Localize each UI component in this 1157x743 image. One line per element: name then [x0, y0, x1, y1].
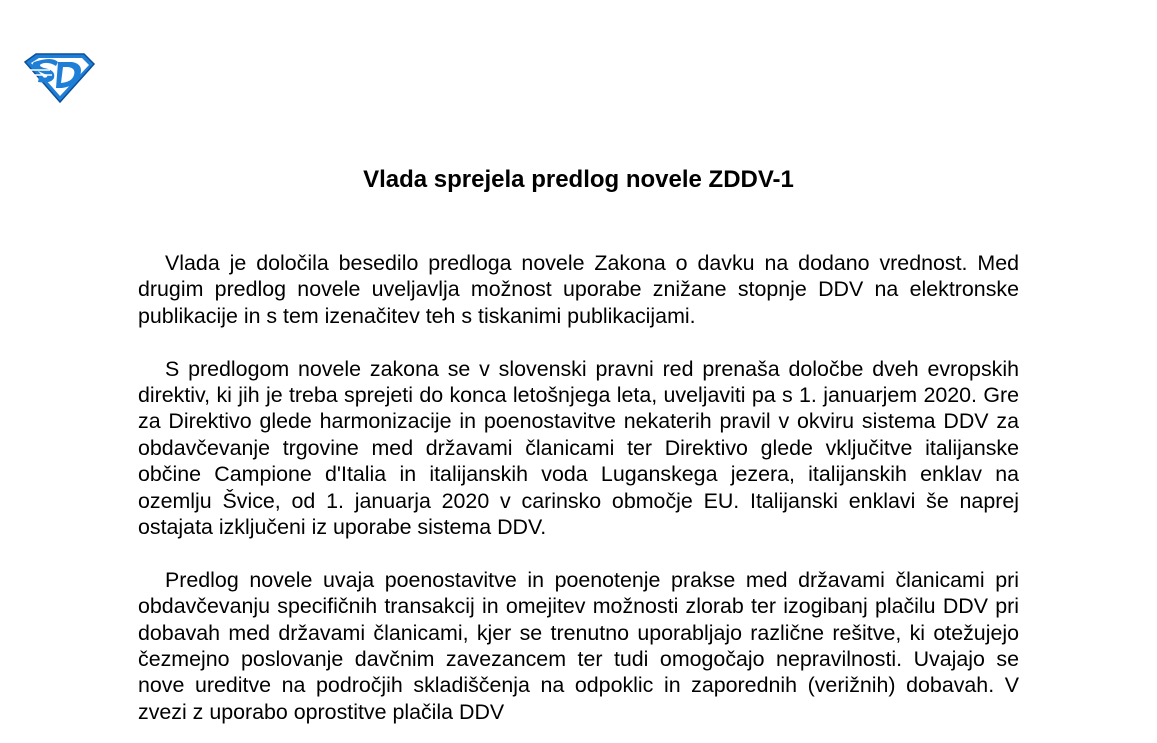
document-body — [138, 250, 1019, 743]
paragraph-3: Predlog novele uvaja poenostavitve in poenotenje prakse med državami članicami pri obdavčevanju specifičnih transakcij in omejitev možnosti zlorab ter izogibanj plačilu DDV pri dobavah med državami članicami, kjer se trenutno uporabljajo različne rešitve, ki otežujejo čezmejno poslovanje davčnim zavezancem ter tudi omogočajo nepravilnosti. Uvajajo se nove ureditve na področjih skladiščenja na odpoklic in zaporednih (verižnih) dobavah. V zvezi z uporabo oprostitve plačila DDV — [138, 567, 1019, 724]
sd-shield-logo-icon — [22, 48, 96, 104]
document-title: Vlada sprejela predlog novele ZDDV-1 — [363, 166, 794, 193]
paragraph-2: S predlogom novele zakona se v slovenski pravni red prenaša določbe dveh evropskih direktiv, ki jih je treba sprejeti do konca letošnjega leta, uveljaviti pa s 1. januarjem 2020. Gre za Direktivo glede harmonizacije in poenostavitve nekaterih pravil v okviru sistema DDV za obdavčevanje trgovine med državami članicami ter Direktivo glede vključitve italijanske občine Campione d'Italia in italijanskih voda Luganskega jezera, italijanskih enklav na ozemlju Švice, od 1. januarja 2020 v carinsko območje EU. Italijanski enklavi še naprej ostajata izključeni iz uporabe sistema DDV. — [138, 356, 1019, 540]
paragraph-1: Vlada je določila besedilo predloga novele Zakona o davku na dodano vrednost. Med drugim predlog novele uveljavlja možnost uporabe znižane stopnje DDV na elektronske publikacije in s tem izenačitev teh s tiskanimi publikacijami. — [138, 251, 1019, 328]
